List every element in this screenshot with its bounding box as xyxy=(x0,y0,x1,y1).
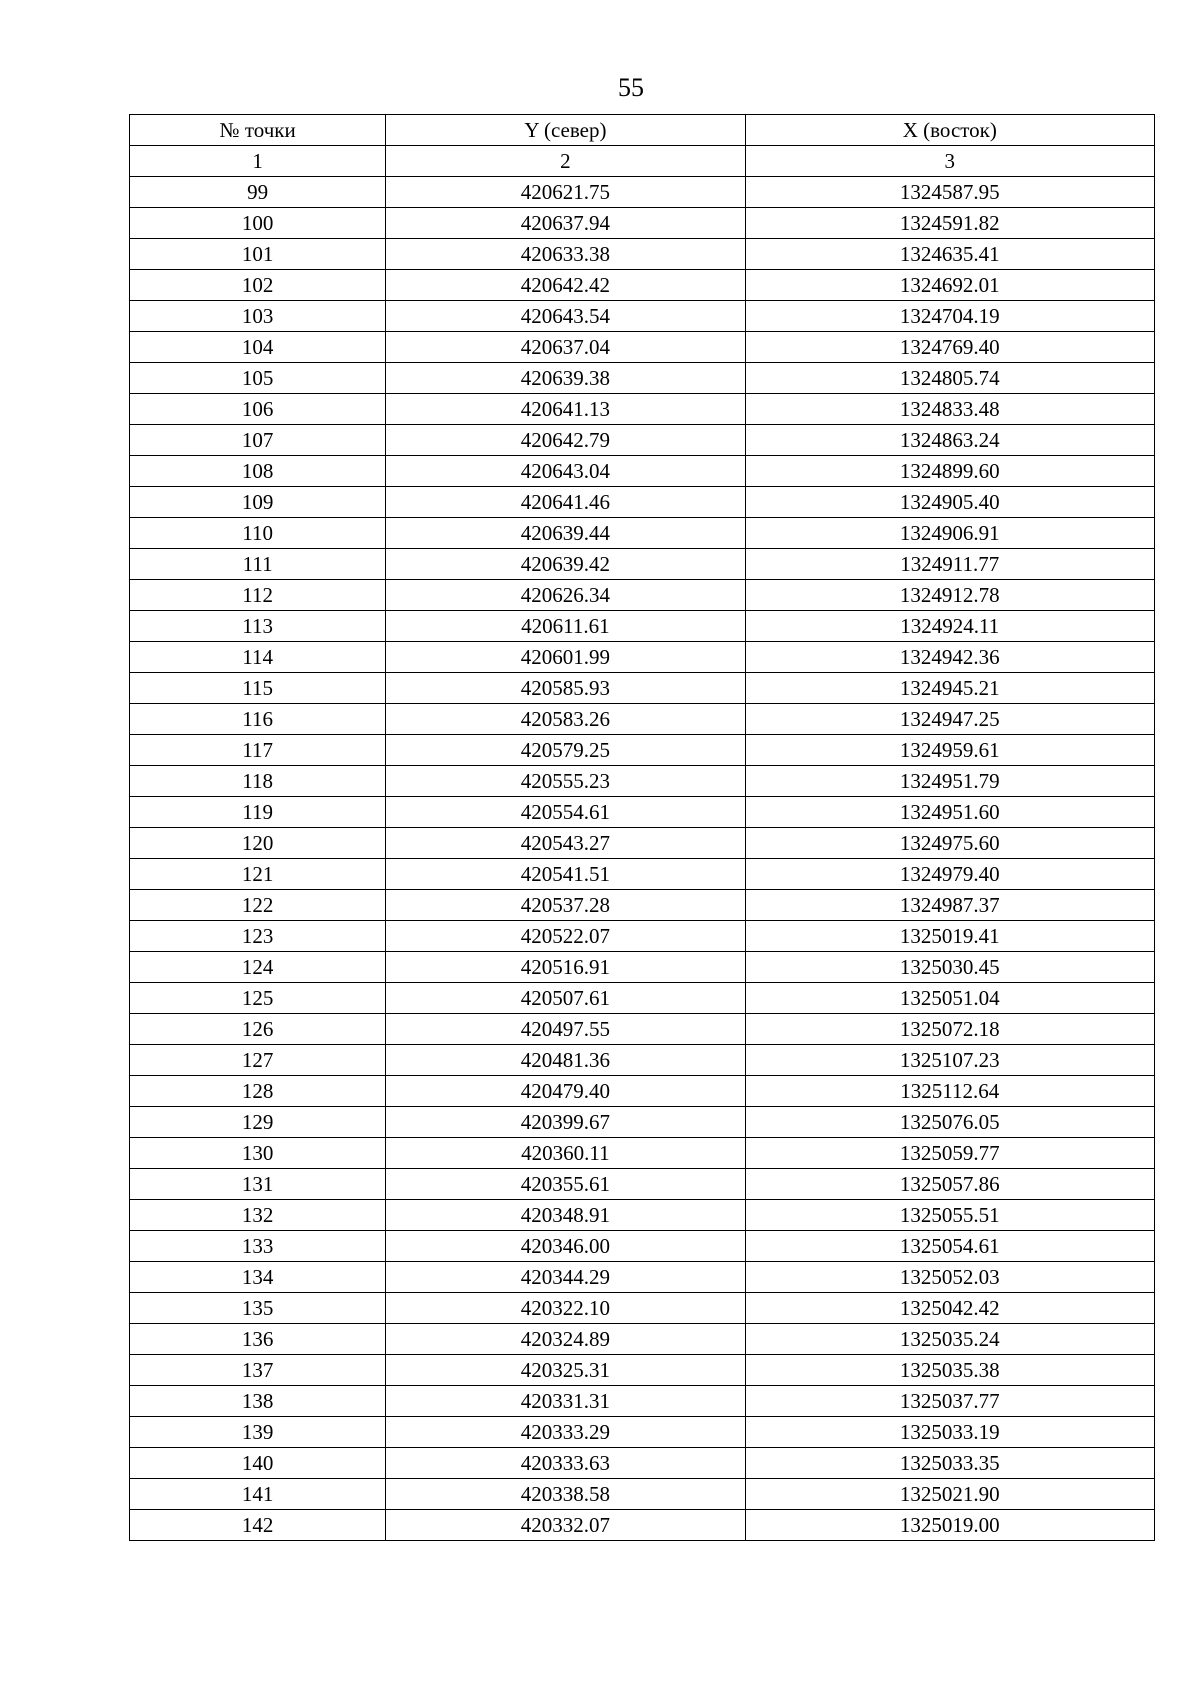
table-row xyxy=(130,394,1155,425)
point-number-cell: 128 xyxy=(130,1076,386,1107)
y-north-cell: 420497.55 xyxy=(386,1014,745,1045)
x-east-cell: 1324905.40 xyxy=(745,487,1154,518)
header-y-north: Y (север) xyxy=(386,115,745,146)
point-number-cell: 133 xyxy=(130,1231,386,1262)
point-number-cell: 139 xyxy=(130,1417,386,1448)
y-north-cell: 420346.00 xyxy=(386,1231,745,1262)
y-north-cell: 420333.63 xyxy=(386,1448,745,1479)
table-row xyxy=(130,611,1155,642)
table-row xyxy=(130,1200,1155,1231)
x-east-cell: 1325019.41 xyxy=(745,921,1154,952)
point-number-cell: 136 xyxy=(130,1324,386,1355)
table-row xyxy=(130,208,1155,239)
x-east-cell: 1324951.60 xyxy=(745,797,1154,828)
x-east-cell: 1324912.78 xyxy=(745,580,1154,611)
y-north-cell: 420541.51 xyxy=(386,859,745,890)
table-row xyxy=(130,1293,1155,1324)
x-east-cell: 1325030.45 xyxy=(745,952,1154,983)
x-east-cell: 1324975.60 xyxy=(745,828,1154,859)
x-east-cell: 1324979.40 xyxy=(745,859,1154,890)
x-east-cell: 1325037.77 xyxy=(745,1386,1154,1417)
x-east-cell: 1324805.74 xyxy=(745,363,1154,394)
header-point-number: № точки xyxy=(130,115,386,146)
point-number-cell: 112 xyxy=(130,580,386,611)
table-row xyxy=(130,983,1155,1014)
y-north-cell: 420555.23 xyxy=(386,766,745,797)
y-north-cell: 420626.34 xyxy=(386,580,745,611)
y-north-cell: 420639.44 xyxy=(386,518,745,549)
point-number-cell: 111 xyxy=(130,549,386,580)
x-east-cell: 1324692.01 xyxy=(745,270,1154,301)
y-north-cell: 420585.93 xyxy=(386,673,745,704)
x-east-cell: 1324987.37 xyxy=(745,890,1154,921)
point-number-cell: 130 xyxy=(130,1138,386,1169)
table-body xyxy=(130,177,1155,1541)
x-east-cell: 1324924.11 xyxy=(745,611,1154,642)
y-north-cell: 420332.07 xyxy=(386,1510,745,1541)
point-number-cell: 140 xyxy=(130,1448,386,1479)
table-row xyxy=(130,487,1155,518)
x-east-cell: 1324942.36 xyxy=(745,642,1154,673)
x-east-cell: 1325042.42 xyxy=(745,1293,1154,1324)
y-north-cell: 420642.42 xyxy=(386,270,745,301)
point-number-cell: 121 xyxy=(130,859,386,890)
x-east-cell: 1325059.77 xyxy=(745,1138,1154,1169)
table-row xyxy=(130,1107,1155,1138)
point-number-cell: 99 xyxy=(130,177,386,208)
x-east-cell: 1324635.41 xyxy=(745,239,1154,270)
point-number-cell: 109 xyxy=(130,487,386,518)
x-east-cell: 1325072.18 xyxy=(745,1014,1154,1045)
point-number-cell: 132 xyxy=(130,1200,386,1231)
y-north-cell: 420507.61 xyxy=(386,983,745,1014)
x-east-cell: 1324587.95 xyxy=(745,177,1154,208)
y-north-cell: 420481.36 xyxy=(386,1045,745,1076)
coordinates-table xyxy=(129,114,1155,1541)
x-east-cell: 1325055.51 xyxy=(745,1200,1154,1231)
x-east-cell: 1325112.64 xyxy=(745,1076,1154,1107)
x-east-cell: 1324947.25 xyxy=(745,704,1154,735)
table-row xyxy=(130,673,1155,704)
table-row xyxy=(130,735,1155,766)
y-north-cell: 420554.61 xyxy=(386,797,745,828)
y-north-cell: 420633.38 xyxy=(386,239,745,270)
x-east-cell: 1324591.82 xyxy=(745,208,1154,239)
point-number-cell: 138 xyxy=(130,1386,386,1417)
table-row xyxy=(130,1386,1155,1417)
header-row xyxy=(130,115,1155,146)
point-number-cell: 124 xyxy=(130,952,386,983)
table-row xyxy=(130,1231,1155,1262)
table-row xyxy=(130,363,1155,394)
table-row xyxy=(130,1262,1155,1293)
x-east-cell: 1325054.61 xyxy=(745,1231,1154,1262)
table-row xyxy=(130,270,1155,301)
point-number-cell: 117 xyxy=(130,735,386,766)
table-row xyxy=(130,1417,1155,1448)
column-number-2: 2 xyxy=(386,146,745,177)
y-north-cell: 420543.27 xyxy=(386,828,745,859)
x-east-cell: 1324945.21 xyxy=(745,673,1154,704)
table-row xyxy=(130,828,1155,859)
column-number-3: 3 xyxy=(745,146,1154,177)
x-east-cell: 1324863.24 xyxy=(745,425,1154,456)
point-number-cell: 137 xyxy=(130,1355,386,1386)
y-north-cell: 420325.31 xyxy=(386,1355,745,1386)
table-row xyxy=(130,549,1155,580)
point-number-cell: 134 xyxy=(130,1262,386,1293)
table-row xyxy=(130,301,1155,332)
y-north-cell: 420516.91 xyxy=(386,952,745,983)
table-row xyxy=(130,1448,1155,1479)
point-number-cell: 101 xyxy=(130,239,386,270)
point-number-cell: 131 xyxy=(130,1169,386,1200)
x-east-cell: 1325035.24 xyxy=(745,1324,1154,1355)
table-row xyxy=(130,518,1155,549)
y-north-cell: 420322.10 xyxy=(386,1293,745,1324)
point-number-cell: 110 xyxy=(130,518,386,549)
point-number-cell: 116 xyxy=(130,704,386,735)
table-row xyxy=(130,1169,1155,1200)
point-number-cell: 108 xyxy=(130,456,386,487)
column-number-row xyxy=(130,146,1155,177)
point-number-cell: 141 xyxy=(130,1479,386,1510)
point-number-cell: 129 xyxy=(130,1107,386,1138)
column-number-1: 1 xyxy=(130,146,386,177)
table-row xyxy=(130,1045,1155,1076)
y-north-cell: 420522.07 xyxy=(386,921,745,952)
y-north-cell: 420583.26 xyxy=(386,704,745,735)
table-row xyxy=(130,1014,1155,1045)
x-east-cell: 1325051.04 xyxy=(745,983,1154,1014)
table-row xyxy=(130,642,1155,673)
table-row xyxy=(130,239,1155,270)
y-north-cell: 420579.25 xyxy=(386,735,745,766)
y-north-cell: 420637.04 xyxy=(386,332,745,363)
point-number-cell: 127 xyxy=(130,1045,386,1076)
table-row xyxy=(130,425,1155,456)
table-row xyxy=(130,580,1155,611)
point-number-cell: 142 xyxy=(130,1510,386,1541)
point-number-cell: 107 xyxy=(130,425,386,456)
x-east-cell: 1325052.03 xyxy=(745,1262,1154,1293)
point-number-cell: 106 xyxy=(130,394,386,425)
y-north-cell: 420637.94 xyxy=(386,208,745,239)
table-row xyxy=(130,177,1155,208)
x-east-cell: 1325021.90 xyxy=(745,1479,1154,1510)
x-east-cell: 1325035.38 xyxy=(745,1355,1154,1386)
y-north-cell: 420611.61 xyxy=(386,611,745,642)
x-east-cell: 1324899.60 xyxy=(745,456,1154,487)
y-north-cell: 420399.67 xyxy=(386,1107,745,1138)
table-row xyxy=(130,766,1155,797)
y-north-cell: 420601.99 xyxy=(386,642,745,673)
x-east-cell: 1324911.77 xyxy=(745,549,1154,580)
y-north-cell: 420338.58 xyxy=(386,1479,745,1510)
table-row xyxy=(130,1324,1155,1355)
point-number-cell: 118 xyxy=(130,766,386,797)
y-north-cell: 420333.29 xyxy=(386,1417,745,1448)
point-number-cell: 123 xyxy=(130,921,386,952)
table-row xyxy=(130,1355,1155,1386)
y-north-cell: 420348.91 xyxy=(386,1200,745,1231)
table-row xyxy=(130,1138,1155,1169)
point-number-cell: 119 xyxy=(130,797,386,828)
point-number-cell: 113 xyxy=(130,611,386,642)
y-north-cell: 420331.31 xyxy=(386,1386,745,1417)
table-row xyxy=(130,952,1155,983)
x-east-cell: 1325057.86 xyxy=(745,1169,1154,1200)
y-north-cell: 420641.46 xyxy=(386,487,745,518)
y-north-cell: 420360.11 xyxy=(386,1138,745,1169)
point-number-cell: 100 xyxy=(130,208,386,239)
x-east-cell: 1325107.23 xyxy=(745,1045,1154,1076)
y-north-cell: 420643.54 xyxy=(386,301,745,332)
table-row xyxy=(130,1076,1155,1107)
y-north-cell: 420641.13 xyxy=(386,394,745,425)
page-number: 55 xyxy=(618,73,644,102)
point-number-cell: 102 xyxy=(130,270,386,301)
point-number-cell: 120 xyxy=(130,828,386,859)
y-north-cell: 420643.04 xyxy=(386,456,745,487)
x-east-cell: 1324959.61 xyxy=(745,735,1154,766)
x-east-cell: 1325033.19 xyxy=(745,1417,1154,1448)
x-east-cell: 1324906.91 xyxy=(745,518,1154,549)
table-row xyxy=(130,456,1155,487)
y-north-cell: 420537.28 xyxy=(386,890,745,921)
point-number-cell: 115 xyxy=(130,673,386,704)
header-x-east: X (восток) xyxy=(745,115,1154,146)
point-number-cell: 122 xyxy=(130,890,386,921)
x-east-cell: 1324833.48 xyxy=(745,394,1154,425)
y-north-cell: 420639.38 xyxy=(386,363,745,394)
x-east-cell: 1324704.19 xyxy=(745,301,1154,332)
table-row xyxy=(130,921,1155,952)
x-east-cell: 1325076.05 xyxy=(745,1107,1154,1138)
table-row xyxy=(130,332,1155,363)
x-east-cell: 1324951.79 xyxy=(745,766,1154,797)
point-number-cell: 125 xyxy=(130,983,386,1014)
point-number-cell: 105 xyxy=(130,363,386,394)
y-north-cell: 420344.29 xyxy=(386,1262,745,1293)
table-row xyxy=(130,704,1155,735)
point-number-cell: 114 xyxy=(130,642,386,673)
y-north-cell: 420479.40 xyxy=(386,1076,745,1107)
table-row xyxy=(130,859,1155,890)
point-number-cell: 126 xyxy=(130,1014,386,1045)
table-row xyxy=(130,797,1155,828)
y-north-cell: 420324.89 xyxy=(386,1324,745,1355)
x-east-cell: 1325019.00 xyxy=(745,1510,1154,1541)
table-row xyxy=(130,1510,1155,1541)
point-number-cell: 103 xyxy=(130,301,386,332)
y-north-cell: 420642.79 xyxy=(386,425,745,456)
table-row xyxy=(130,890,1155,921)
point-number-cell: 104 xyxy=(130,332,386,363)
point-number-cell: 135 xyxy=(130,1293,386,1324)
y-north-cell: 420355.61 xyxy=(386,1169,745,1200)
y-north-cell: 420639.42 xyxy=(386,549,745,580)
y-north-cell: 420621.75 xyxy=(386,177,745,208)
x-east-cell: 1325033.35 xyxy=(745,1448,1154,1479)
x-east-cell: 1324769.40 xyxy=(745,332,1154,363)
table-row xyxy=(130,1479,1155,1510)
